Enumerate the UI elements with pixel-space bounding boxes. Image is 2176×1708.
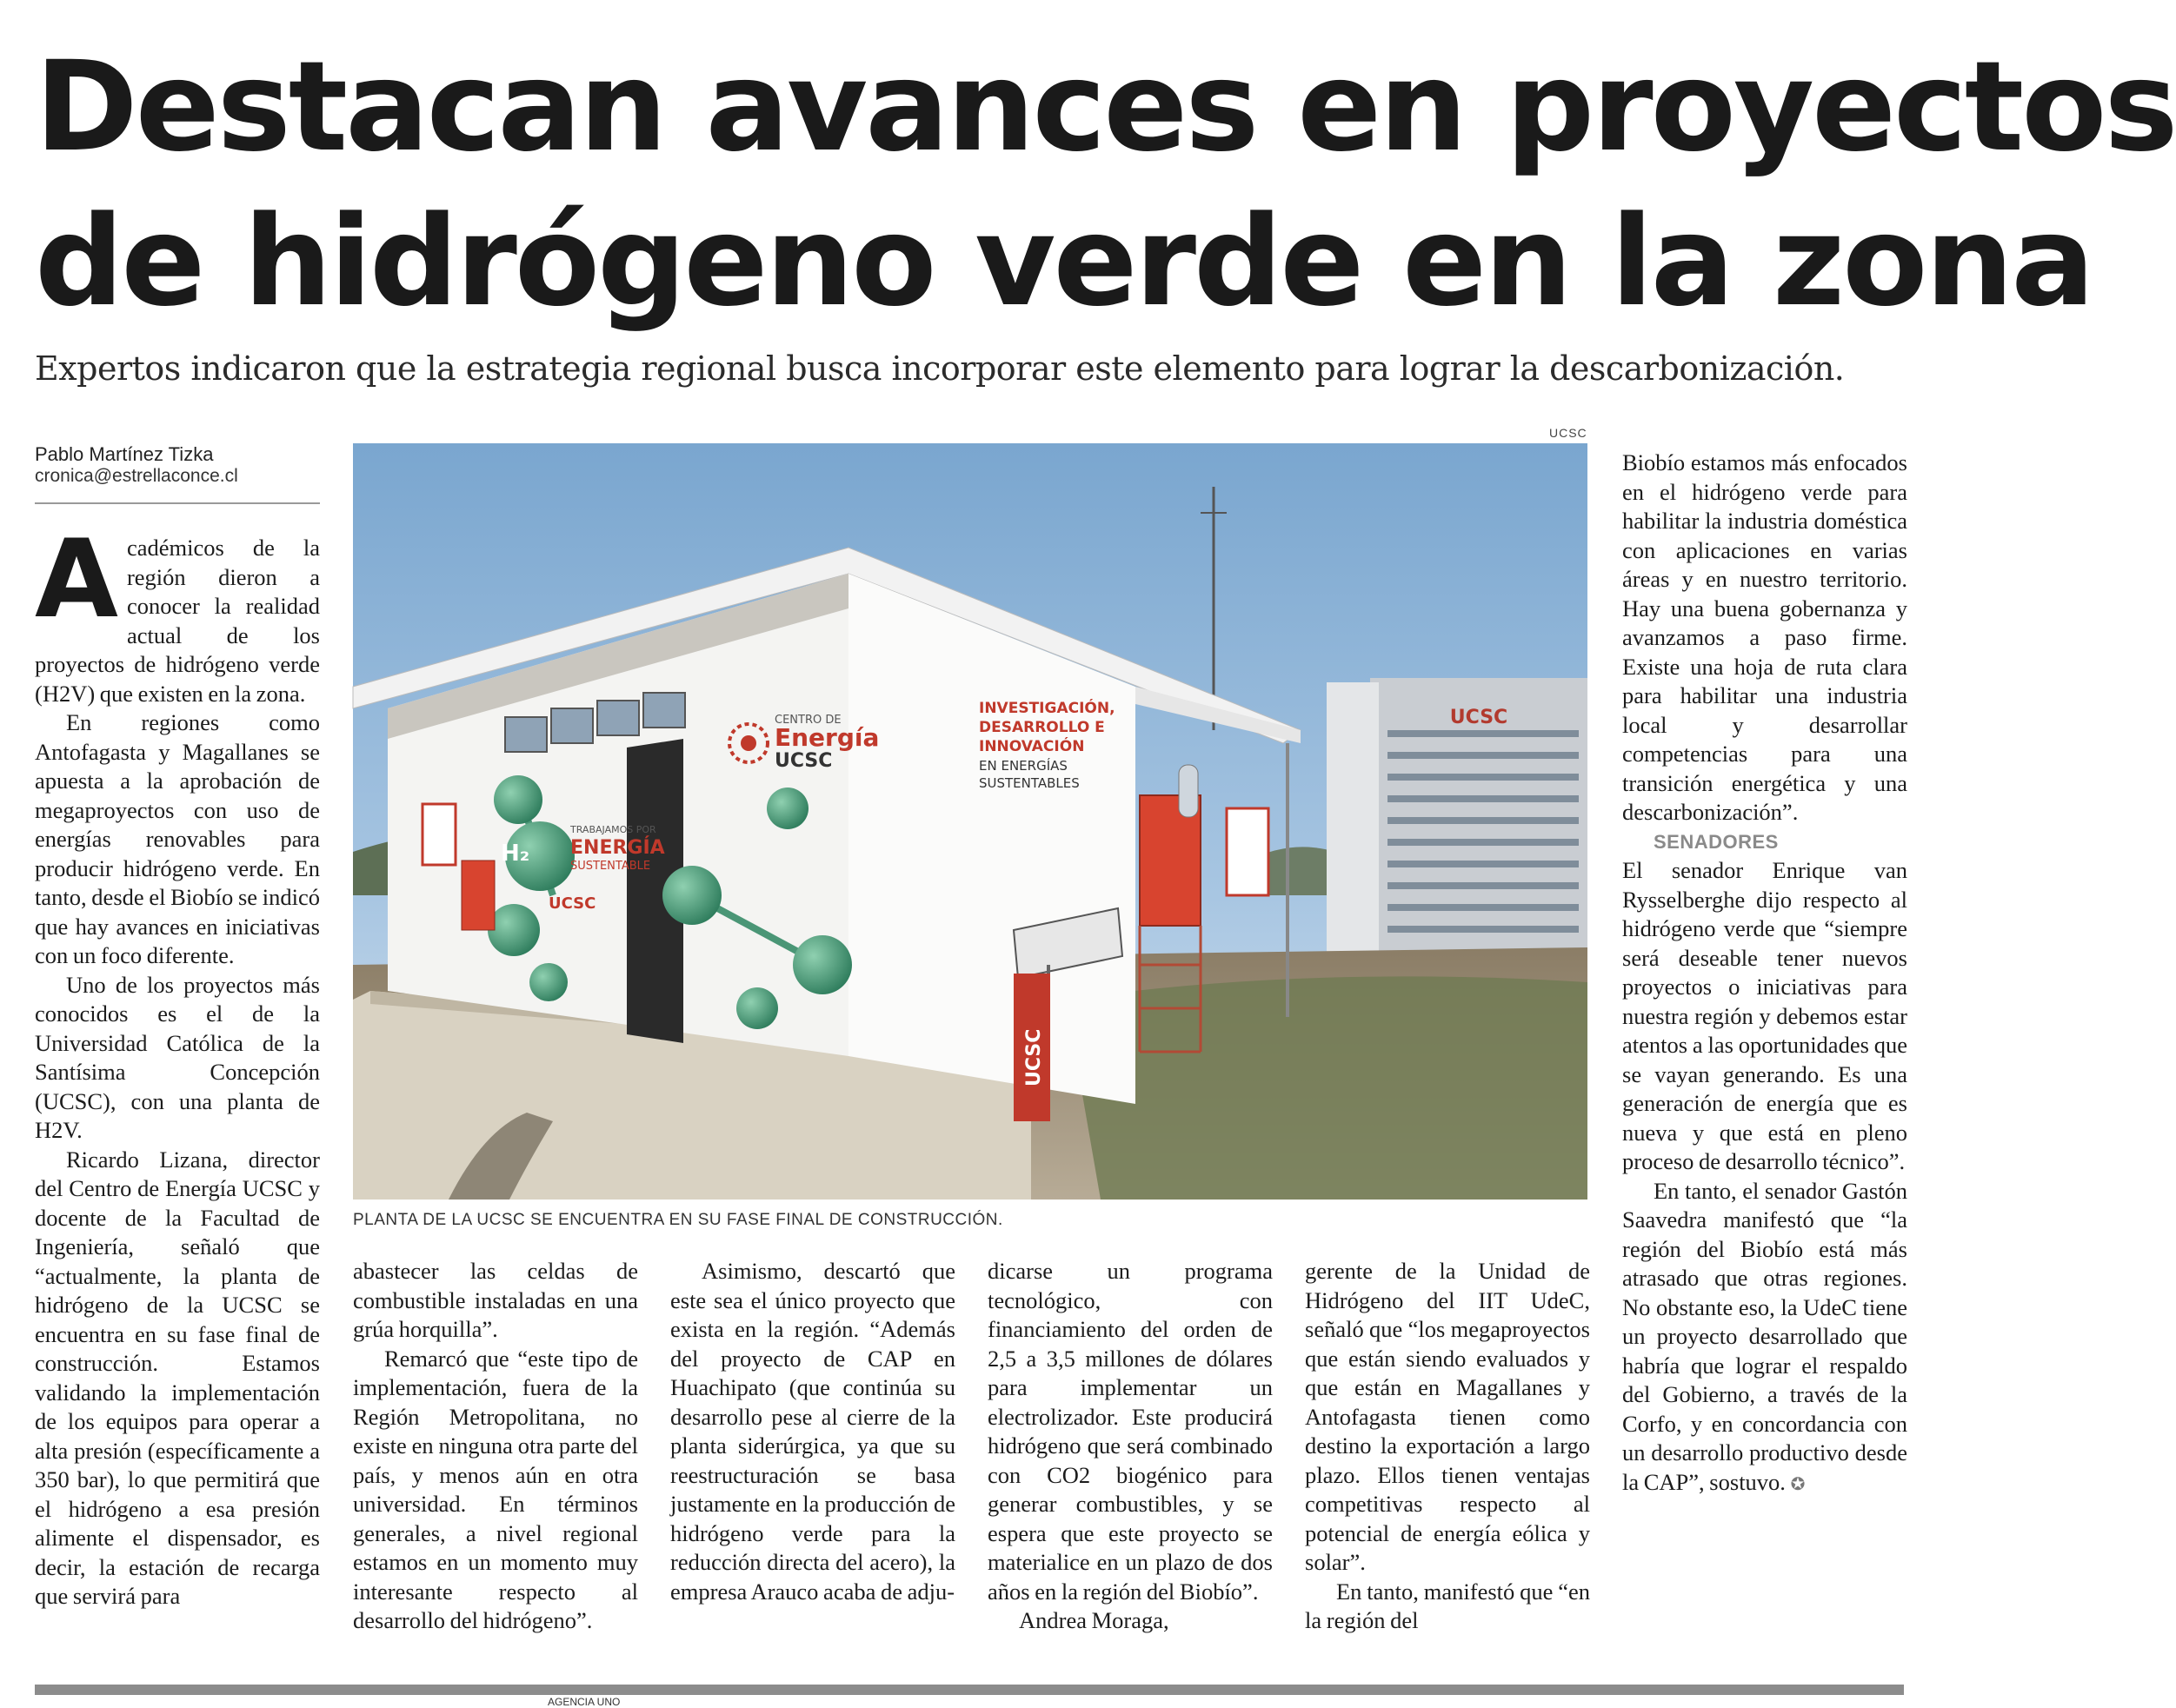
centro-line1: CENTRO DE — [775, 714, 842, 727]
article-column-6 — [1622, 449, 1907, 1499]
ucsc-building — [1327, 678, 1587, 991]
paragraph: En tanto, manifestó que “en la región del — [1305, 1578, 1590, 1633]
idi-line3: INNOVACIÓN — [979, 738, 1085, 755]
banner-text: UCSC — [1023, 1028, 1045, 1087]
centro-line2: Energía — [775, 723, 880, 752]
article-column-5 — [1305, 1257, 1590, 1636]
trabajamos-line3: SUSTENTABLE — [570, 860, 651, 873]
article-column-2 — [353, 1257, 638, 1636]
bottom-rule — [35, 1685, 1904, 1695]
photo-illustration — [353, 443, 1587, 1200]
paragraph: El senador Enrique van Rysselberghe dijo respecto al hidrógeno verde que “siempre será deseable tener nuevos proyectos o iniciativas para nuestra región y debemos estar atentos a las oportunidades que se vayan generando. Es una generación de energía que es nueva y que está en pleno proceso de desarrollo técnico”. — [1622, 857, 1907, 1174]
paragraph: dicarse un programa tecnológico, con financiamiento del orden de 2,5 a 3,5 millones de dólares para implementar un electrolizador. Este producirá hidrógeno que será combinado con CO2 biogénico para generar combustibles, y se espera que este proyecto se materialice en un plazo de dos años en la región del Biobío”. — [988, 1258, 1273, 1605]
end-mark-icon: ✪ — [1790, 1474, 1806, 1494]
subtitle: Expertos indicaron que la estrategia regional busca incorporar este elemento para lograr la descarbonización. — [35, 349, 1845, 388]
photo-caption: PLANTA DE LA UCSC SE ENCUENTRA EN SU FASE FINAL DE CONSTRUCCIÓN. — [353, 1211, 1003, 1229]
building-sign-text: UCSC — [1449, 707, 1508, 728]
trabajamos-line1: TRABAJAMOS POR — [570, 824, 656, 835]
idi-line5: SUSTENTABLES — [979, 775, 1080, 791]
article-photo — [353, 443, 1587, 1200]
paragraph-lead-text: cadémicos de la región dieron a conocer la realidad actual de los proyectos de hidrógeno verde (H2V) que existen en la zona. — [35, 535, 320, 707]
hazard-panel-right — [1227, 808, 1268, 895]
byline-email[interactable]: cronica@estrellaconce.cl — [35, 466, 238, 486]
paragraph: Biobío estamos más enfocados en el hidrógeno verde para habilitar la industria doméstica con aplicaciones en varias áreas y en nuestro territorio. Hay una buena gobernanza y avanzamos a paso firme. Existe una hoja de ruta clara para habilitar una industria local y desarrollar competencias para una transición energética y una descarbonización”. — [1622, 449, 1907, 825]
headline-line-2: de hidrógeno verde en la zona — [35, 189, 2093, 334]
centro-line3: UCSC — [775, 750, 833, 772]
paragraph: Asimismo, descartó que este sea el único proyecto que exista en la región. “Además del proyecto de CAP en Huachipato (que continúa su desarrollo pese al cierre de la planta siderúrgica, ya que su reestructuración se basa justamente en la producción de hidrógeno verde para la reducción directa del acero), la empresa Arauco acaba de adju- — [670, 1258, 955, 1605]
paragraph: Ricardo Lizana, director del Centro de Energía UCSC y docente de la Facultad de Ingeniería, señaló que “actualmente, la planta de hidrógeno de la UCSC se encuentra en su fase final de construcción. Estamos validando la implementación de los equipos para operar a alta presión (específicamente a 350 bar), lo que permitirá que el hidrógeno a esa presión alimente el dispensador, es decir, la estación de recarga que servirá para — [35, 1146, 320, 1609]
paragraph: gerente de la Unidad de Hidrógeno del IIT UdeC, señaló que “los megaproyectos que están siendo evaluados y que están en Magallanes y Antofagasta tienen como destino la exportación a largo plazo. Ellos tienen ventajas competitivas respecto al potencial de energía eólica y solar”. — [1305, 1258, 1590, 1575]
paragraph: Uno de los proyectos más conocidos es el de la Universidad Católica de la Santísima Concepción (UCSC), con una planta de H2V. — [35, 971, 320, 1143]
grass-patch — [1066, 976, 1587, 1200]
ucsc-small-logo: UCSC — [549, 894, 596, 913]
idi-line4: EN ENERGÍAS — [979, 758, 1068, 774]
paragraph: Remarcó que “este tipo de implementación, fuera de la Región Metropolitana, no existe en ninguna otra parte del país, y menos aún en otra universidad. En términos generales, a nivel regional estamos en un momento muy interesante respecto al desarrollo del hidrógeno”. — [353, 1345, 638, 1633]
headline — [35, 30, 2176, 339]
paragraph: En regiones como Antofagasta y Magallanes se apuesta a la aprobación de megaproyectos con uso de energías renovables para producir hidrógeno verde. En tanto, desde el Biobío se indicó que hay avances en iniciativas con un foco diferente. — [35, 709, 320, 968]
headline-line-1: Destacan avances en proyectos — [35, 34, 2176, 179]
trabajamos-line2: ENERGÍA — [570, 837, 665, 859]
hazard-panel-left — [423, 804, 456, 865]
paragraph-lead — [35, 517, 320, 708]
agency-credit: AGENCIA UNO — [548, 1696, 621, 1708]
article-column-1 — [35, 517, 320, 1612]
photo-credit: UCSC — [1549, 426, 1587, 440]
section-heading: SENADORES — [1654, 830, 1779, 853]
gas-cylinder — [1179, 765, 1198, 817]
paragraph-final — [1622, 1177, 1907, 1500]
red-cabinet-left — [462, 861, 495, 930]
idi-line1: INVESTIGACIÓN, — [979, 700, 1115, 717]
byline-divider — [35, 502, 320, 504]
paragraph: abastecer las celdas de combustible instaladas en una grúa horquilla”. — [353, 1258, 638, 1342]
byline-author: Pablo Martínez Tizka — [35, 443, 214, 465]
paragraph-final-text: En tanto, el senador Gastón Saavedra manifestó que “la región del Biobío está más atrasado que otras regiones. No obstante eso, la UdeC tiene un proyecto desarrollado que habría que lograr el respaldo del Gobierno, a través de la Corfo, y en concordancia con un desarrollo productivo desde la CAP”, sostuvo. — [1622, 1177, 1907, 1495]
paragraph: Andrea Moraga, — [1019, 1607, 1169, 1633]
h2-label: H₂ — [501, 841, 530, 867]
idi-line2: DESARROLLO E — [979, 719, 1105, 736]
article-column-3 — [670, 1257, 955, 1606]
article-column-4 — [988, 1257, 1273, 1636]
drop-cap: A — [35, 517, 118, 642]
